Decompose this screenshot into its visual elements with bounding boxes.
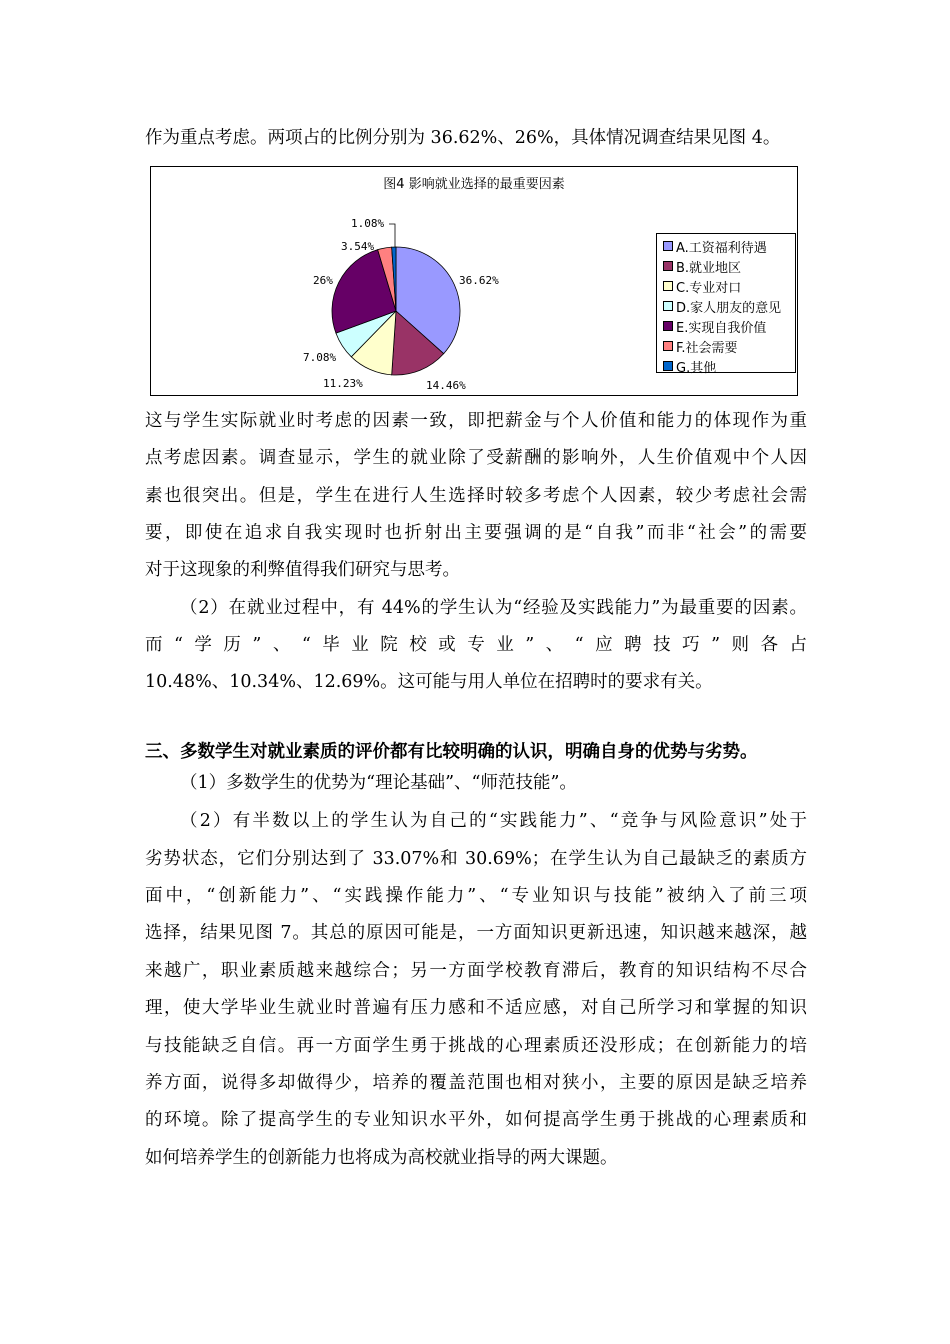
slice-label: 7.08%	[303, 351, 337, 364]
paragraph-line: （2）有半数以上的学生认为自己的“实践能力”、“竞争与风险意识”处于	[180, 811, 807, 831]
pie-chart	[150, 166, 798, 396]
section-heading: 三、多数学生对就业素质的评价都有比较明确的认识，明确自身的优势与劣势。	[145, 742, 758, 762]
leader-line	[389, 224, 395, 247]
legend-item	[663, 256, 795, 276]
legend-swatch	[663, 261, 673, 271]
legend-swatch	[663, 341, 673, 351]
slice-label: 11.23%	[323, 377, 363, 390]
legend-item	[663, 276, 795, 296]
paragraph-line: 10.48%、10.34%、12.69%。这可能与用人单位在招聘时的要求有关。	[145, 672, 713, 692]
paragraph-line: 这与学生实际就业时考虑的因素一致，即把薪金与个人价值和能力的体现作为重	[145, 411, 807, 431]
paragraph-line: 点考虑因素。调查显示，学生的就业除了受薪酬的影响外，人生价值观中个人因	[145, 448, 807, 468]
paragraph-line: 要，即使在追求自我实现时也折射出主要强调的是“自我”而非“社会”的需要	[145, 523, 807, 543]
legend-swatch	[663, 361, 673, 371]
slice-label: 1.08%	[351, 217, 385, 230]
legend-label: D.家人朋友的意见	[676, 300, 782, 316]
slice-label: 14.46%	[426, 379, 466, 392]
legend-swatch	[663, 241, 673, 251]
legend-label: G.其他	[676, 360, 717, 376]
paragraph-line: 理，使大学毕业生就业时普遍有压力感和不适应感，对自己所学习和掌握的知识	[145, 998, 807, 1018]
paragraph-line: 素也很突出。但是，学生在进行人生选择时较多考虑个人因素，较少考虑社会需	[145, 486, 807, 506]
paragraph-line: 劣势状态，它们分别达到了 33.07%和 30.69%；在学生认为自己最缺乏的素质方	[145, 849, 807, 869]
legend-item	[663, 356, 795, 376]
slice-label: 26%	[313, 274, 333, 287]
legend-label: E.实现自我价值	[676, 320, 767, 336]
legend-item	[663, 296, 795, 316]
paragraph-line: 养方面，说得多却做得少，培养的覆盖范围也相对狭小，主要的原因是缺乏培养	[145, 1073, 807, 1093]
paragraph-line: 对于这现象的利弊值得我们研究与思考。	[145, 560, 460, 580]
legend-item	[663, 236, 795, 256]
legend-item	[663, 336, 795, 356]
legend-label: B.就业地区	[676, 260, 742, 276]
paragraph-line: 选择，结果见图 7。其总的原因可能是，一方面知识更新迅速，知识越来越深，越	[145, 923, 807, 943]
legend-label: C.专业对口	[676, 280, 742, 296]
legend-swatch	[663, 321, 673, 331]
paragraph-line: 的环境。除了提高学生的专业知识水平外，如何提高学生勇于挑战的心理素质和	[145, 1110, 807, 1130]
legend-label: F.社会需要	[676, 340, 738, 356]
paragraph-line: 如何培养学生的创新能力也将成为高校就业指导的两大课题。	[145, 1148, 618, 1168]
slice-label: 36.62%	[459, 274, 499, 287]
paragraph-line: （2）在就业过程中，有 44%的学生认为“经验及实践能力”为最重要的因素。	[180, 598, 807, 618]
slice-label: 3.54%	[341, 240, 375, 253]
paragraph-line: 来越广，职业素质越来越综合；另一方面学校教育滞后，教育的知识结构不尽合	[145, 961, 807, 981]
intro-text: 作为重点考虑。两项占的比例分别为 36.62%、26%，具体情况调查结果见图 4。	[145, 128, 781, 148]
legend-label: A.工资福利待遇	[676, 240, 767, 256]
legend-swatch	[663, 281, 673, 291]
legend-item	[663, 316, 795, 336]
paragraph-line: 与技能缺乏自信。再一方面学生勇于挑战的心理素质还没形成；在创新能力的培	[145, 1036, 807, 1056]
chart-legend	[656, 233, 796, 376]
paragraph-line: （1）多数学生的优势为“理论基础”、“师范技能”。	[180, 773, 577, 793]
paragraph-line: 而“学历”、“毕业院校或专业”、“应聘技巧”则各占	[145, 635, 807, 655]
chart-title: 图4 影响就业选择的最重要因素	[383, 177, 565, 192]
legend-swatch	[663, 301, 673, 311]
paragraph-line: 面中，“创新能力”、“实践操作能力”、“专业知识与技能”被纳入了前三项	[145, 886, 807, 906]
